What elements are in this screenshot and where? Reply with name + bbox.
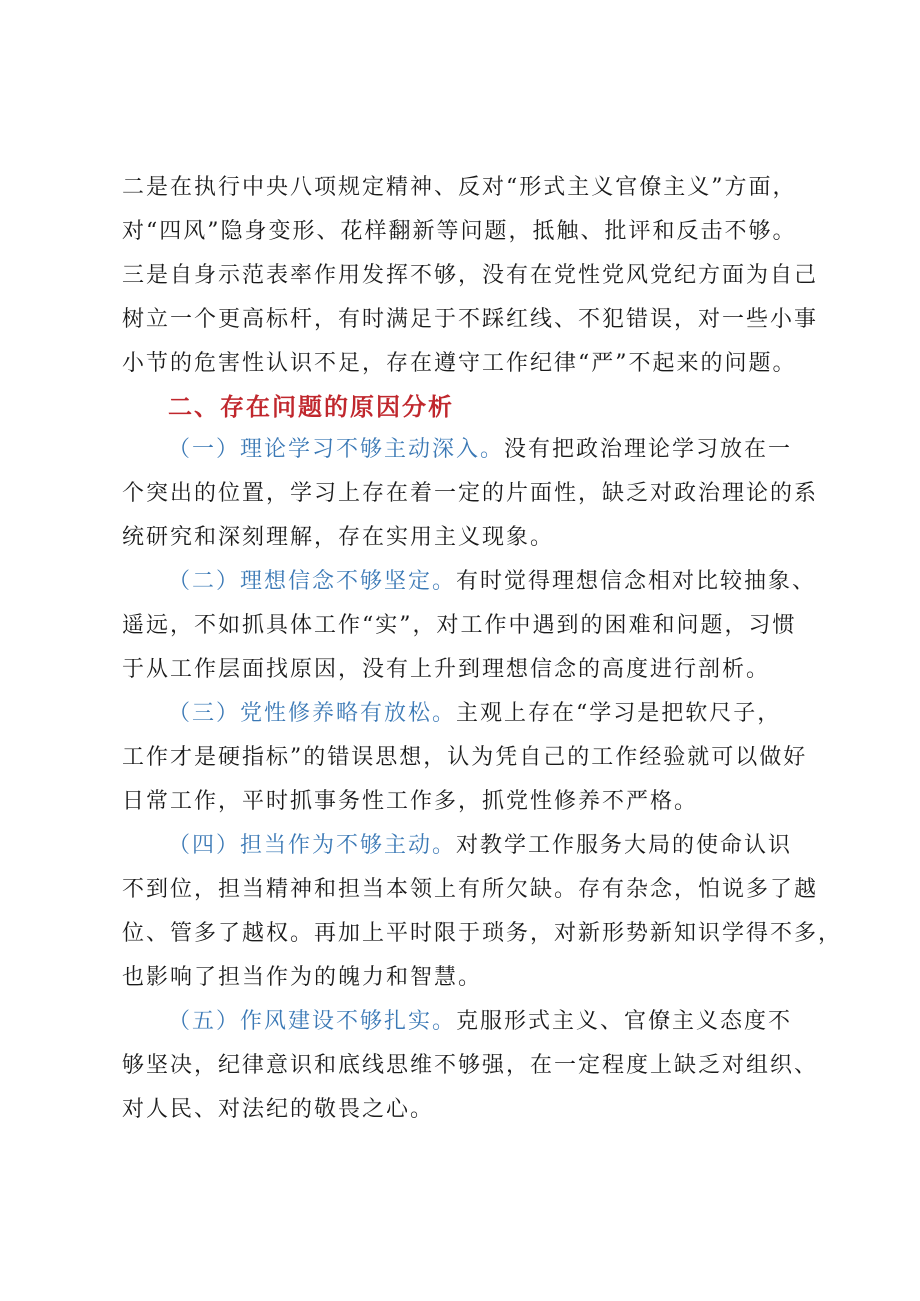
- section-heading: 二、存在问题的原因分析: [168, 393, 454, 421]
- paragraph-first-line: [122, 692, 812, 736]
- sub-heading: （一）理论学习不够主动深入。: [168, 437, 505, 462]
- analysis-paragraph-5: [122, 1000, 819, 1132]
- paragraph-line: 位、管多了越权。再加上平时限于琐务，对新形势新知识学得不多，: [122, 921, 843, 946]
- paragraph-first-line: [122, 560, 817, 604]
- intro-line: 二是在执行中央八项规定精神、反对“形式主义官僚主义”方面，: [122, 175, 797, 200]
- intro-paragraph: [122, 166, 819, 386]
- analysis-paragraph-2: [122, 560, 817, 692]
- paragraph-text: 主观上存在“学习是把软尺子，: [456, 701, 782, 726]
- analysis-paragraph-1: [122, 428, 819, 560]
- paragraph-text: 有时觉得理想信念相对比较抽象、: [456, 569, 817, 594]
- paragraph-line: 也影响了担当作为的魄力和智慧。: [122, 965, 483, 990]
- sub-heading: （四）担当作为不够主动。: [168, 833, 457, 858]
- paragraph-line: 统研究和深刻理解，存在实用主义现象。: [122, 525, 555, 550]
- paragraph-line: 不到位，担当精神和担当本领上有所欠缺。存有杂念，怕说多了越: [122, 877, 819, 902]
- sub-heading: （三）党性修养略有放松。: [168, 701, 457, 726]
- paragraph-line: 对人民、对法纪的敬畏之心。: [122, 1097, 435, 1122]
- paragraph-line: 个突出的位置，学习上存在着一定的片面性，缺乏对政治理论的系: [122, 481, 819, 506]
- paragraph-text: 克服形式主义、官僚主义态度不: [456, 1009, 793, 1034]
- analysis-paragraph-3: [122, 692, 812, 824]
- paragraph-first-line: [122, 824, 812, 868]
- paragraph-line: 工作才是硬指标”的错误思想，认为凭自己的工作经验就可以做好: [122, 745, 808, 770]
- intro-line: 小节的危害性认识不足，存在遵守工作纪律“严”不起来的问题。: [122, 351, 797, 376]
- sub-heading: （五）作风建设不够扎实。: [168, 1009, 457, 1034]
- paragraph-line: 够坚决，纪律意识和底线思维不够强，在一定程度上缺乏对组织、: [122, 1053, 819, 1078]
- paragraph-line: 于从工作层面找原因，没有上升到理想信念的高度进行剖析。: [122, 657, 771, 682]
- paragraph-text: 对教学工作服务大局的使命认识: [456, 833, 793, 858]
- paragraph-first-line: [122, 1000, 812, 1044]
- analysis-paragraph-4: [122, 824, 843, 1000]
- sub-heading: （二）理想信念不够坚定。: [168, 569, 457, 594]
- paragraph-line: 日常工作，平时抓事务性工作多，抓党性修养不严格。: [122, 789, 699, 814]
- paragraph-line: 遥远，不如抓具体工作“实”，对工作中遇到的困难和问题，习惯: [122, 613, 797, 638]
- paragraph-text: 没有把政治理论学习放在一: [504, 437, 793, 462]
- intro-line: 三是自身示范表率作用发挥不够，没有在党性党风党纪方面为自己: [122, 263, 819, 288]
- intro-line: 树立一个更高标杆，有时满足于不踩红线、不犯错误，对一些小事: [122, 307, 819, 332]
- paragraph-first-line: [122, 428, 812, 472]
- intro-line: 对“四风”隐身变形、花样翻新等问题，抵触、批评和反击不够。: [122, 219, 797, 244]
